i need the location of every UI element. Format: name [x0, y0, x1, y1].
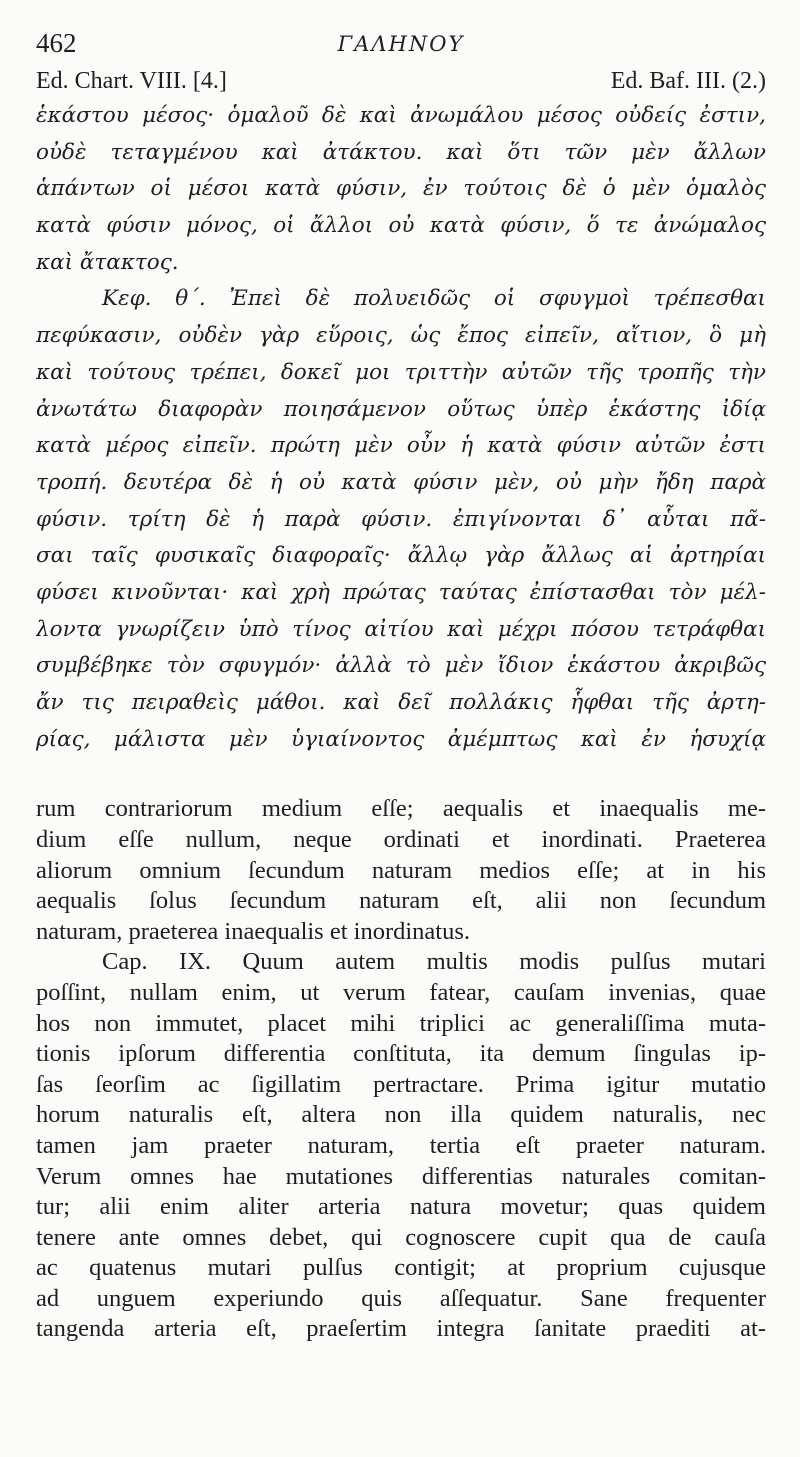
greek-line: λοντα γνωρίζειν ὑπὸ τίνος αἰτίου καὶ μέχρι πόσου τετράφθαι — [36, 616, 766, 642]
latin-line: poſſint, nullam enim, ut verum fatear, cauſam invenias, quae — [36, 978, 766, 1006]
greek-line: φύσει κινοῦνται· καὶ χρὴ πρώτας ταύτας ἐπίστασθαι τὸν μέλ- — [36, 579, 766, 605]
page-number: 462 — [36, 28, 77, 58]
latin-line: rum contrariorum medium eſſe; aequalis et inaequalis me- — [36, 795, 766, 823]
greek-line: οὐδὲ τεταγμένου καὶ ἀτάκτου. καὶ ὅτι τῶν μὲν ἄλλων — [36, 139, 766, 165]
greek-text-block — [36, 98, 766, 758]
greek-line: συμβέβηκε τὸν σφυγμόν· ἀλλὰ τὸ μὲν ἴδιον ἑκάστου ἀκριβῶς — [36, 653, 766, 679]
latin-line: tenere ante omnes debet, qui cognoscere cupit qua de cauſa — [36, 1223, 766, 1251]
latin-line: ac quatenus mutari pulſus contigit; at proprium cujusque — [36, 1254, 766, 1282]
greek-line: ἀνωτάτω διαφορὰν ποιησάμενον οὕτως ὑπὲρ ἑκάστης ἰδίᾳ — [36, 396, 766, 422]
greek-line: καὶ ἄτακτος. — [36, 249, 179, 275]
edition-left: Ed. Chart. VIII. [4.] — [36, 68, 227, 94]
greek-line: ἑκάστου μέσος· ὁμαλοῦ δὲ καὶ ἀνωμάλου μέσος οὐδείς ἐστιν, — [36, 103, 766, 128]
latin-line: dium eſſe nullum, neque ordinati et inordinati. Praeterea — [36, 825, 766, 853]
latin-line: Verum omnes hae mutationes differentias naturales comitan- — [36, 1162, 766, 1190]
greek-line: ἁπάντων οἱ μέσοι κατὰ φύσιν, ἐν τούτοις δὲ ὁ μὲν ὁμαλὸς — [36, 176, 766, 202]
latin-line: tur; alii enim aliter arteria natura movetur; quas quidem — [36, 1193, 766, 1221]
latin-line: aequalis ſolus ſecundum naturam eſt, alii non ſecundum — [36, 887, 766, 915]
latin-line: hos non immutet, placet mihi triplici ac generaliſſima muta- — [36, 1009, 766, 1037]
greek-line: κατὰ μέρος εἰπεῖν. πρώτη μὲν οὖν ἡ κατὰ φύσιν αὐτῶν ἐστι — [36, 433, 766, 459]
running-head — [36, 22, 766, 66]
latin-chapter-heading-line: Cap. IX. Quum autem multis modis pulſus mutari — [102, 948, 766, 976]
greek-line: πεφύκασιν, οὐδὲν γὰρ εὕροις, ὡς ἔπος εἰπεῖν, αἴτιον, ὃ μὴ — [36, 323, 766, 349]
edition-line — [36, 66, 766, 96]
latin-line: ſas ſeorſim ac ſigillatim pertractare. Prima igitur mutatio — [36, 1070, 766, 1098]
greek-line: σαι ταῖς φυσικαῖς διαφοραῖς· ἄλλῳ γὰρ ἄλλως αἱ ἀρτηρίαι — [36, 543, 766, 569]
greek-chapter-heading-line: Κεφ. θ΄. Ἐπεὶ δὲ πολυειδῶς οἱ σφυγμοὶ τρέπεσθαι — [102, 286, 766, 312]
greek-line: ἄν τις πειραθεὶς μάθοι. καὶ δεῖ πολλάκις ἧφθαι τῆς ἀρτη- — [36, 690, 766, 715]
latin-line: ad unguem experiundo quis aſſequatur. Sane frequenter — [36, 1284, 766, 1312]
latin-line: horum naturalis eſt, altera non illa quidem naturalis, nec — [36, 1101, 766, 1129]
greek-line: ρίας, μάλιστα μὲν ὑγιαίνοντος ἀμέμπτως καὶ ἐν ἡσυχίᾳ — [36, 726, 766, 752]
latin-line: tionis ipſorum differentia conſtituta, ita demum ſingulas ip- — [36, 1040, 766, 1068]
greek-line: κατὰ φύσιν μόνος, οἱ ἄλλοι οὐ κατὰ φύσιν, ὅ τε ἀνώμαλος — [36, 213, 766, 239]
edition-right: Ed. Baf. III. (2.) — [610, 68, 766, 94]
latin-line: tamen jam praeter naturam, tertia eſt praeter naturam. — [36, 1131, 766, 1159]
latin-text-block — [36, 794, 766, 1345]
latin-line: naturam, praeterea inaequalis et inordinatus. — [36, 917, 471, 945]
latin-line: tangenda arteria eſt, praeſertim integra ſanitate praediti at- — [36, 1315, 766, 1343]
latin-line: aliorum omnium ſecundum naturam medios eſſe; at in his — [36, 856, 766, 884]
greek-line: τροπή. δευτέρα δὲ ἡ οὐ κατὰ φύσιν μὲν, οὐ μὴν ἤδη παρὰ — [36, 469, 766, 495]
greek-line: φύσιν. τρίτη δὲ ἡ παρὰ φύσιν. ἐπιγίνονται δ᾽ αὗται πᾶ- — [36, 506, 766, 532]
running-title: ΓΑΛΗΝΟΥ — [337, 32, 465, 56]
greek-line: καὶ τούτους τρέπει, δοκεῖ μοι τριττὴν αὐτῶν τῆς τροπῆς τὴν — [36, 359, 766, 385]
